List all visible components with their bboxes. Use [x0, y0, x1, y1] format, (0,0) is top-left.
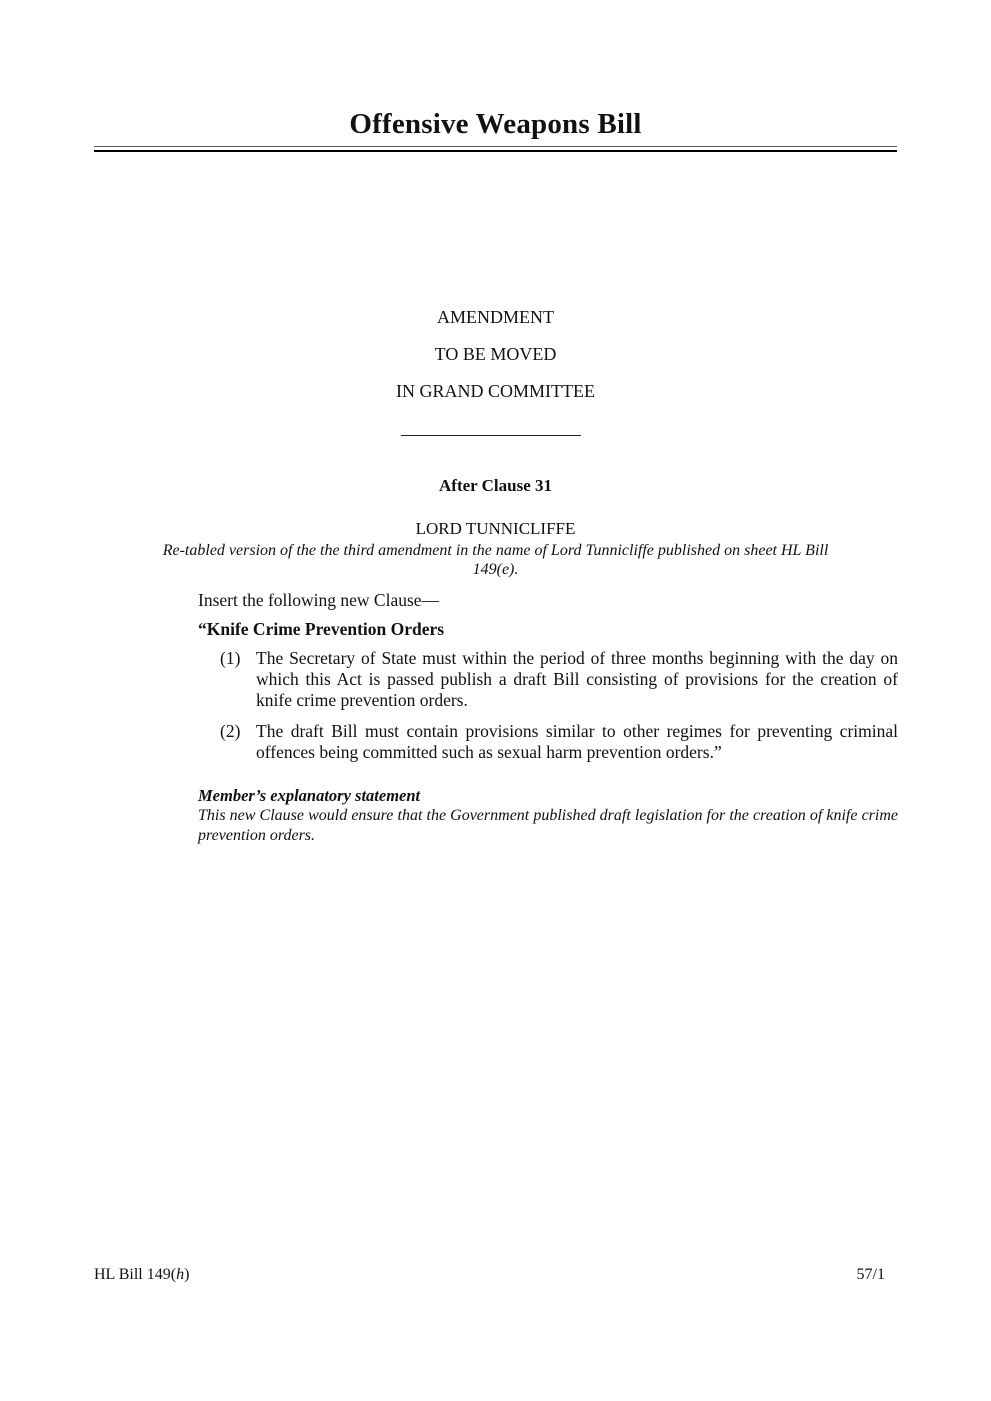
title-rule-thin	[94, 146, 897, 147]
clause-heading: “Knife Crime Prevention Orders	[198, 619, 445, 639]
insert-instruction: Insert the following new Clause—	[198, 590, 440, 610]
subsection-1	[220, 648, 898, 711]
footer-page-ref: 57/1	[856, 1266, 885, 1283]
heading-to-be-moved: TO BE MOVED	[434, 344, 557, 364]
bill-title: Offensive Weapons Bill	[349, 108, 642, 140]
bill-ref-letter: h	[176, 1266, 185, 1283]
subsection-text: The draft Bill must contain provisions similar to other regimes for preventing criminal offences being committed such as sexual harm prevention orders.”	[256, 721, 898, 762]
explanatory-text: This new Clause would ensure that the Government published draft legislation for the creation of knife crime prevention orders.	[198, 807, 898, 844]
subsection-number: (1)	[220, 648, 241, 668]
retabled-note-line2: 149(e).	[472, 561, 519, 578]
subsection-text: The Secretary of State must within the period of three months beginning with the day on which this Act is passed publish a draft Bill consisting of provisions for the creation of knife crime prevention orders.	[256, 648, 898, 710]
member-name: LORD TUNNICLIFFE	[415, 519, 576, 538]
footer-bill-ref	[94, 1265, 189, 1285]
bill-ref-suffix: )	[184, 1266, 190, 1283]
amendment-position: After Clause 31	[439, 476, 552, 495]
subsection-number: (2)	[220, 721, 241, 741]
explanatory-heading: Member’s explanatory statement	[198, 786, 421, 805]
subsection-2	[220, 721, 898, 763]
retabled-note	[100, 541, 891, 579]
section-divider	[401, 435, 581, 436]
retabled-note-line1: Re-tabled version of the the third amendment in the name of Lord Tunnicliffe published on sheet HL Bill	[162, 542, 829, 559]
heading-amendment: AMENDMENT	[437, 307, 554, 327]
title-rule-thick	[94, 150, 897, 152]
bill-ref-prefix: HL Bill 149(	[94, 1266, 177, 1283]
heading-grand-committee: IN GRAND COMMITTEE	[396, 381, 595, 401]
